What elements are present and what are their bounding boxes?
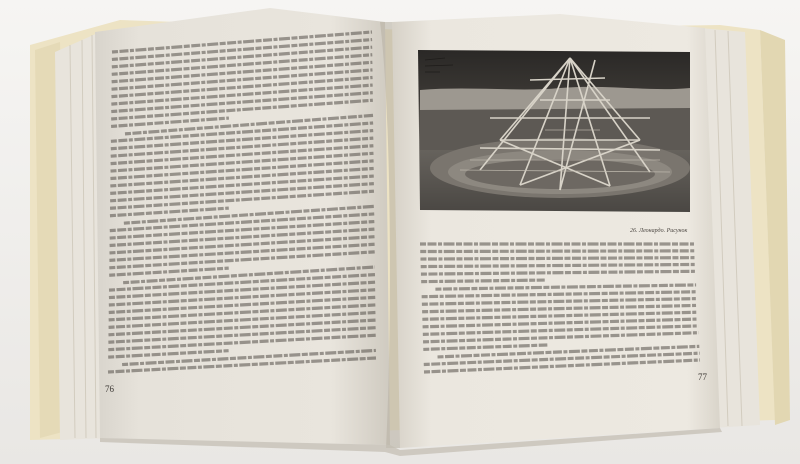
text-line [421, 280, 545, 282]
left-page-number: 76 [105, 384, 114, 394]
figure-caption: 26. Леонардо. Рисунок [630, 228, 688, 234]
figure-photograph [418, 50, 690, 212]
right-page [392, 14, 720, 448]
right-page-number: 77 [698, 372, 707, 382]
left-page [95, 8, 390, 445]
